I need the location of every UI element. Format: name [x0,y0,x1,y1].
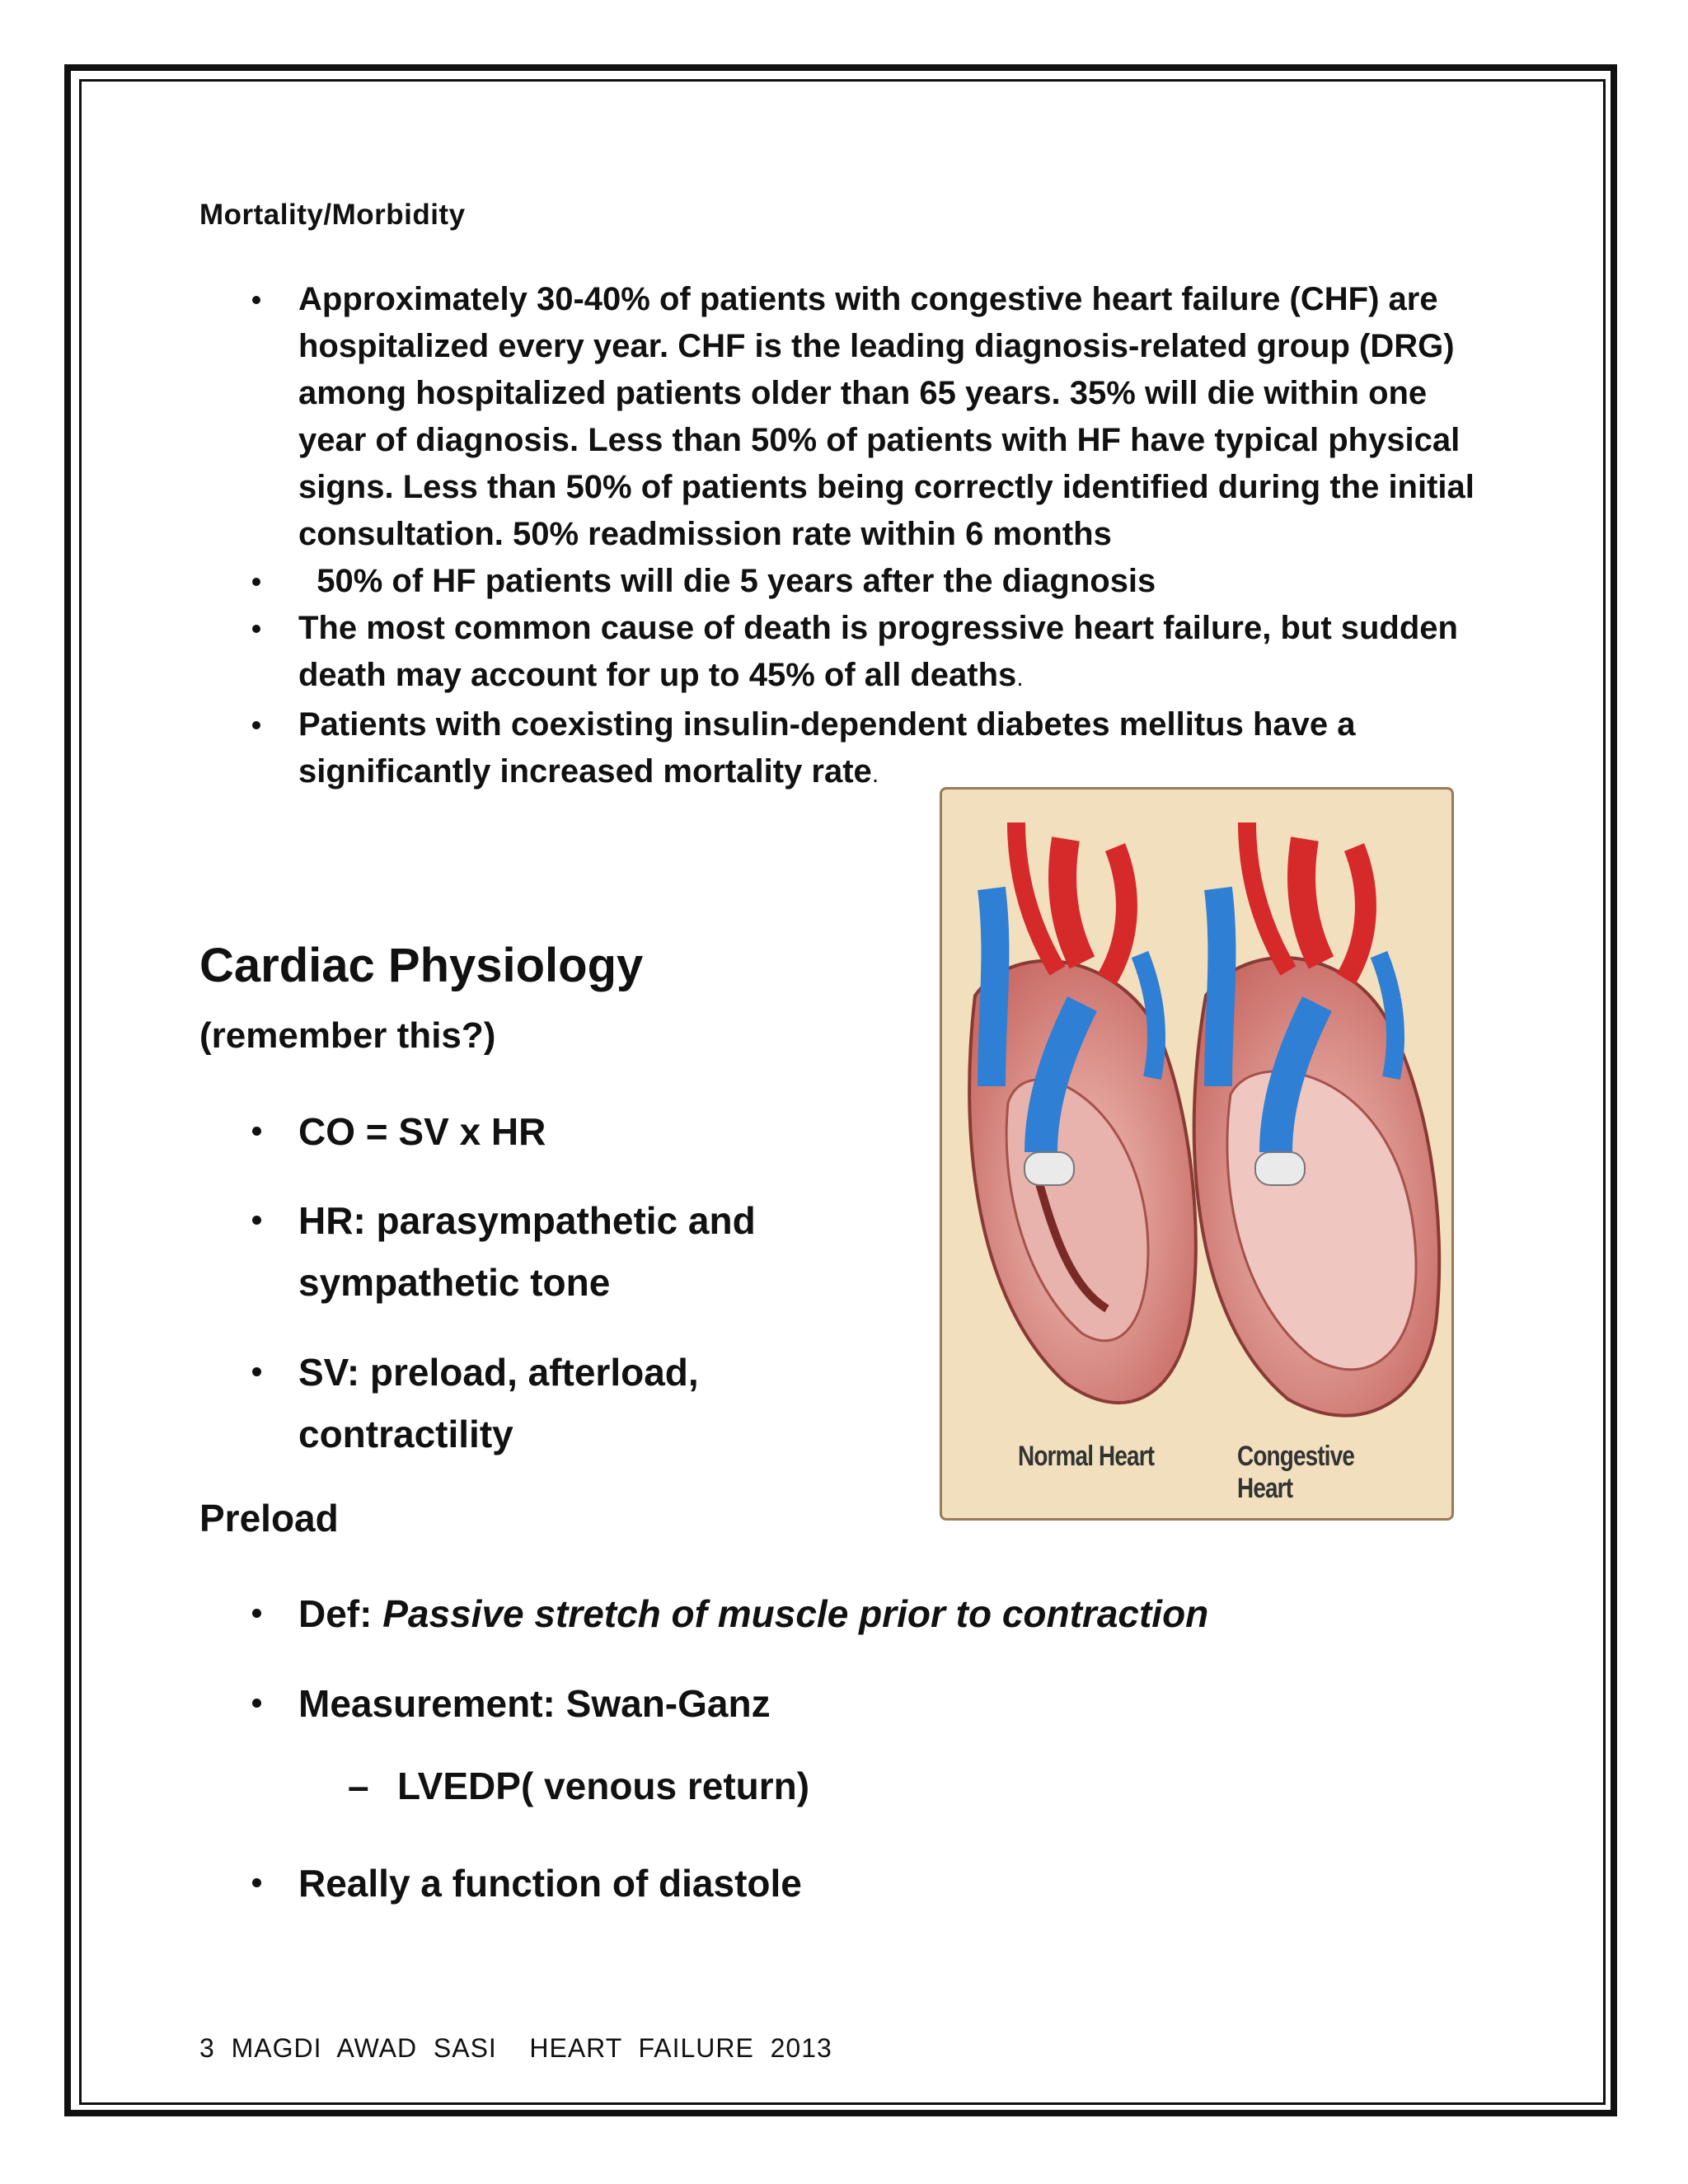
bullet-icon [252,1216,261,1225]
list-item-line: 50% of HF patients will die 5 years after the diagnosis [298,563,1156,599]
list-item-line: CO = SV x HR [298,1110,546,1153]
definition-text: Passive stretch of muscle prior to contraction [382,1592,1209,1635]
list-item [247,1673,771,1735]
section-heading: Mortality/Morbidity [199,199,466,231]
list-item-line: among hospitalized patients older than 65 years. 35% will die within one [298,375,1428,411]
bullet-icon [252,296,260,304]
cardiac-list [247,1190,756,1314]
sub-list-item-text: LVEDP( venous return) [397,1765,810,1807]
heart-illustration [942,790,1451,1518]
bullet-icon [252,1699,261,1708]
preload-list [247,1853,802,1915]
page-footer: 3 MAGDI AWAD SASI HEART FAILURE 2013 [199,2033,832,2063]
list-item [247,1853,802,1915]
preload-list [247,1673,771,1735]
bullet-icon [252,625,260,633]
bullet-icon [252,1367,261,1376]
bullet-icon [252,721,260,729]
normal-heart-caption: Normal Heart [1018,1441,1155,1472]
list-item-line: consultation. 50% readmission rate within 6 months [298,516,1112,552]
list-item-line: HR: parasympathetic and [298,1199,756,1242]
list-item [244,701,1530,798]
list-item [244,558,1530,605]
trailing-period: . [1016,664,1024,691]
list-item [247,1583,1208,1645]
list-item-line: signs. Less than 50% of patients being correctly identified during the initial [298,469,1475,505]
preload-heading: Preload [199,1497,339,1540]
list-item-line: significantly increased mortality rate [298,753,872,790]
mortality-list [244,276,1530,798]
cardiac-physiology-subtitle: (remember this?) [199,1015,496,1056]
list-item-line: The most common cause of death is progressive heart failure, but sudden [298,610,1458,646]
definition-label: Def: [298,1592,383,1635]
dash-icon: – [348,1765,369,1807]
cardiac-physiology-title: Cardiac Physiology [199,939,644,992]
list-item-line: year of diagnosis. Less than 50% of patients with HF have typical physical [298,422,1461,458]
bullet-icon [252,1878,261,1887]
list-item-line: hospitalized every year. CHF is the leading diagnosis-related group (DRG) [298,328,1455,364]
list-item-line: Really a function of diastole [298,1862,802,1905]
sub-list-item [348,1764,809,1808]
list-item-line: death may account for up to 45% of all deaths [298,657,1017,693]
cardiac-list [247,1342,699,1465]
list-item-line: Patients with coexisting insulin-dependent diabetes mellitus have a [298,706,1356,743]
bullet-icon [252,1609,261,1618]
list-item-line: SV: preload, afterload, [298,1351,699,1394]
preload-list [247,1583,1208,1645]
trailing-period: . [871,761,879,788]
congestive-heart-caption: Congestive Heart [1237,1441,1355,1504]
list-item [244,276,1530,558]
heart-comparison-figure [940,787,1454,1521]
list-item-line: Measurement: Swan-Ganz [298,1682,771,1725]
list-item [244,605,1530,701]
cardiac-list [247,1101,546,1163]
list-item-line: sympathetic tone [298,1261,611,1304]
list-item-line: Approximately 30-40% of patients with congestive heart failure (CHF) are [298,281,1438,317]
list-item [247,1101,546,1163]
list-item [247,1342,699,1465]
normal-heart-icon [969,823,1196,1403]
list-item [247,1190,756,1314]
list-item-line: contractility [298,1413,513,1455]
congestive-heart-icon [1194,823,1440,1416]
bullet-icon [252,1127,261,1136]
bullet-icon [252,578,260,586]
